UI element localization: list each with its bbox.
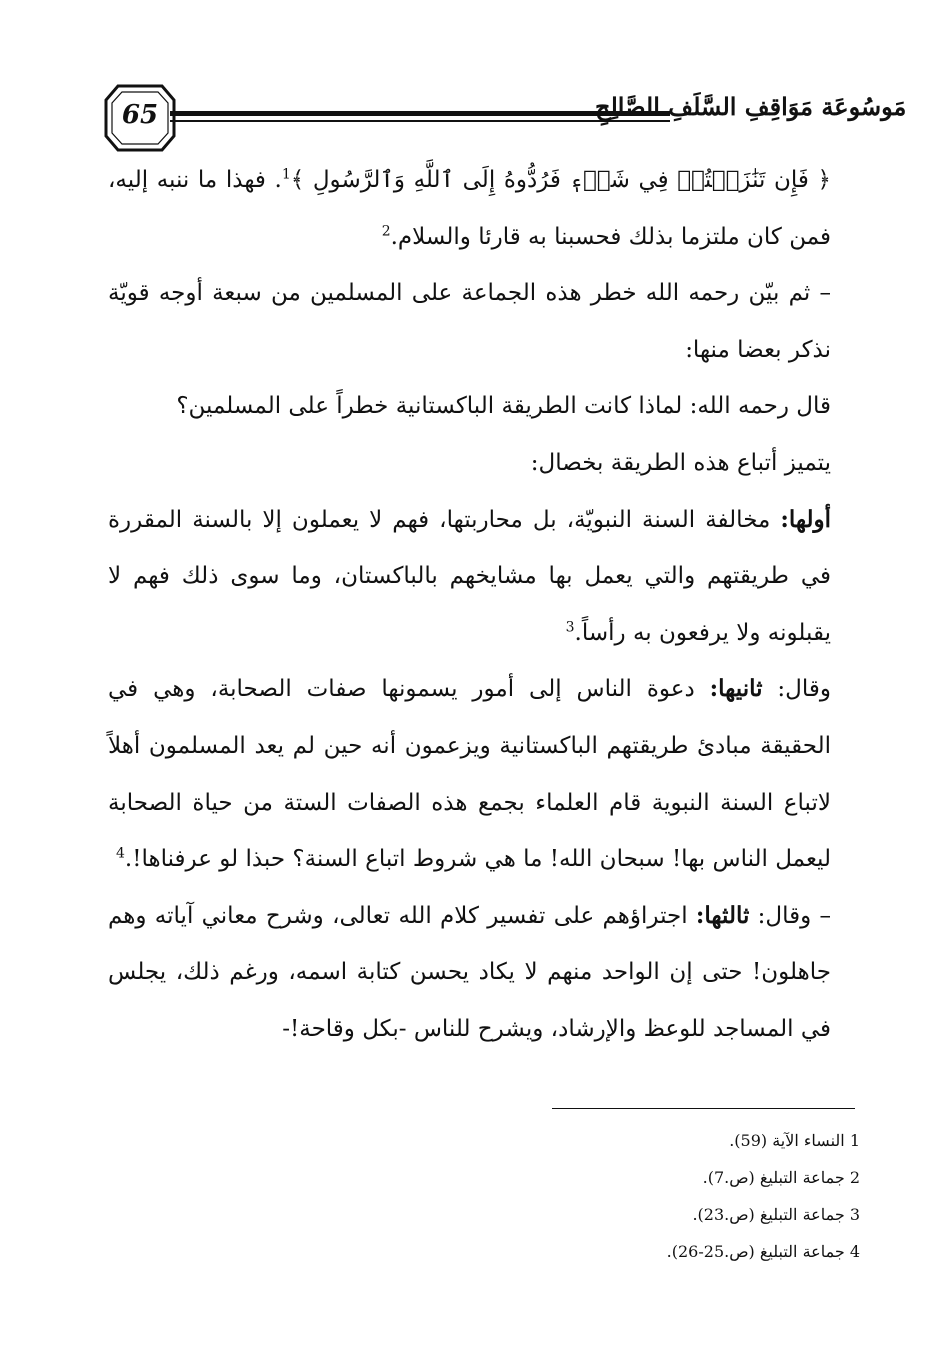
footnote-ref: 1 [281,166,291,183]
paragraph [108,661,831,887]
page-number-badge [100,78,180,158]
footnote-ref: 4 [115,845,125,862]
paragraph: – ثم بيّن رحمه الله خطر هذه الجماعة على المسلمين من سبعة أوجه قويّة نذكر بعضا منها: [108,280,831,363]
footnote-ref: 2 [381,222,391,239]
paragraph: قال رحمه الله: لماذا كانت الطريقة الباكستانية خطراً على المسلمين؟ [176,393,831,420]
paragraph [108,492,831,662]
book-title: مَوسُوعَة مَوَاقِفِ السَّلَفِ الصَّالِحِ [595,92,907,121]
paragraph-text: . فهذا ما ننبه إليه، فمن كان ملتزما بذلك فحسبنا به قارئا والسلام. [108,167,831,250]
page-number: 65 [121,100,159,130]
footnote: 1 النساء الآية (59). [729,1131,860,1150]
footnote-ref: 3 [565,619,575,636]
page-header [100,78,907,158]
point-label: ثالثها: [695,901,750,929]
main-text [108,152,831,1058]
footnote: 4 جماعة التبليغ (ص.25-26). [666,1242,860,1261]
quran-verse: ﴿ فَإِن تَنَٰزَعۡتُمۡ فِي شَيۡءٖ فَرُدُّوهُ إِلَى ٱللَّهِ وَٱلرَّسُولِ ﴾ [290,167,831,193]
paragraph-text: مخالفة السنة النبويّة، بل محاربتها، فهم لا يعملون إلا بالسنة المقررة في طريقتهم والتي يعمل بها مشايخهم بالباكستان، وما سوى ذلك فهم لا يقبلونه ولا يرفعون به رأساً. [108,506,831,646]
paragraph [108,152,831,265]
paragraph [108,888,831,1058]
point-label: أولها: [780,505,831,533]
paragraph-intro: وقال: [762,676,831,703]
footnote: 3 جماعة التبليغ (ص.23). [692,1205,860,1224]
paragraph-text: دعوة الناس إلى أمور يسمونها صفات الصحابة، وهي في الحقيقة مبادئ طريقتهم الباكستانية ويزعمون أنه حين لم يعد المسلمون أهلاً لاتباع السنة النبوية قام العلماء بجمع هذه الصفات الستة من حياة الصحابة ليعمل الناس بها! سبحان الله! ما هي شروط اتباع السنة؟ حبذا لو عرفناها!. [108,676,831,873]
paragraph-intro: – وقال: [749,902,831,929]
footnote: 2 جماعة التبليغ (ص.7). [702,1168,860,1187]
footnote-divider [552,1108,855,1109]
paragraph: يتميز أتباع هذه الطريقة بخصال: [530,449,831,476]
footnotes [560,1122,860,1270]
point-label: ثانيها: [709,675,763,703]
paragraph-text: اجتراؤهم على تفسير كلام الله تعالى، وشرح معاني آياته وهم جاهلون! حتى إن الواحد منهم لا يكاد يحسن كتابة اسمه، ورغم ذلك، يجلس في المساجد للوعظ والإرشاد، ويشرح للناس -بكل وقاحة!- [108,902,831,1042]
